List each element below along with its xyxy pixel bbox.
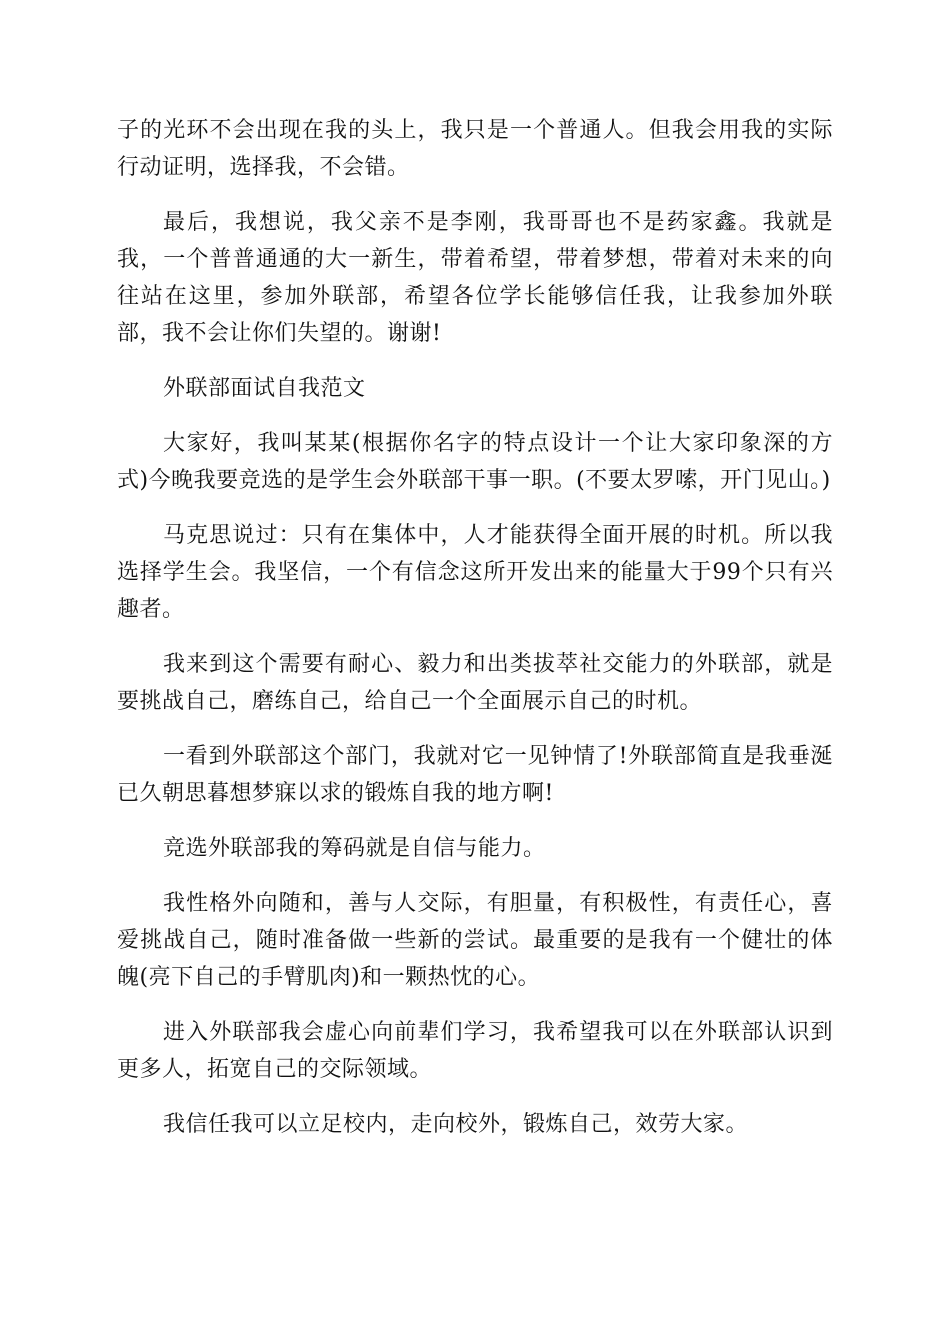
paragraph-marx-quote: 马克思说过：只有在集体中，人才能获得全面开展的时机。所以我选择学生会。我坚信，一个有信念这所开发出来的能量大于99个只有兴趣者。 xyxy=(117,523,833,622)
paragraph-learning: 进入外联部我会虚心向前辈们学习，我希望我可以在外联部认识到更多人，拓宽自己的交际领域。 xyxy=(117,1020,833,1082)
paragraph-confidence: 竞选外联部我的筹码就是自信与能力。 xyxy=(163,836,546,861)
paragraph-first-sight: 一看到外联部这个部门，我就对它一见钟情了!外联部简直是我垂涎已久朝思暮想梦寐以求的锻炼自我的地方啊! xyxy=(117,744,833,806)
paragraph-personality: 我性格外向随和，善与人交际，有胆量，有积极性，有责任心，喜爱挑战自己，随时准备做一些新的尝试。最重要的是我有一个健壮的体魄(亮下自己的手臂肌肉)和一颗热忱的心。 xyxy=(117,891,833,990)
paragraph-continuation: 子的光环不会出现在我的头上，我只是一个普通人。但我会用我的实际行动证明，选择我，不会错。 xyxy=(117,118,833,180)
document-body xyxy=(117,112,833,1161)
paragraph-closing: 最后，我想说，我父亲不是李刚，我哥哥也不是药家鑫。我就是我，一个普普通通的大一新生，带着希望，带着梦想，带着对未来的向往站在这里，参加外联部，希望各位学长能够信任我，让我参加外联部，我不会让你们失望的。谢谢! xyxy=(117,210,833,346)
paragraph-trust: 我信任我可以立足校内，走向校外，锻炼自己，效劳大家。 xyxy=(163,1112,749,1137)
paragraph-challenge: 我来到这个需要有耐心、毅力和出类拔萃社交能力的外联部，就是要挑战自己，磨练自己，给自己一个全面展示自己的时机。 xyxy=(117,652,833,714)
paragraph-greeting: 大家好，我叫某某(根据你名字的特点设计一个让大家印象深的方式)今晚我要竞选的是学生会外联部干事一职。(不要太罗嗦，开门见山。) xyxy=(117,431,833,493)
section-heading: 外联部面试自我范文 xyxy=(163,376,366,401)
